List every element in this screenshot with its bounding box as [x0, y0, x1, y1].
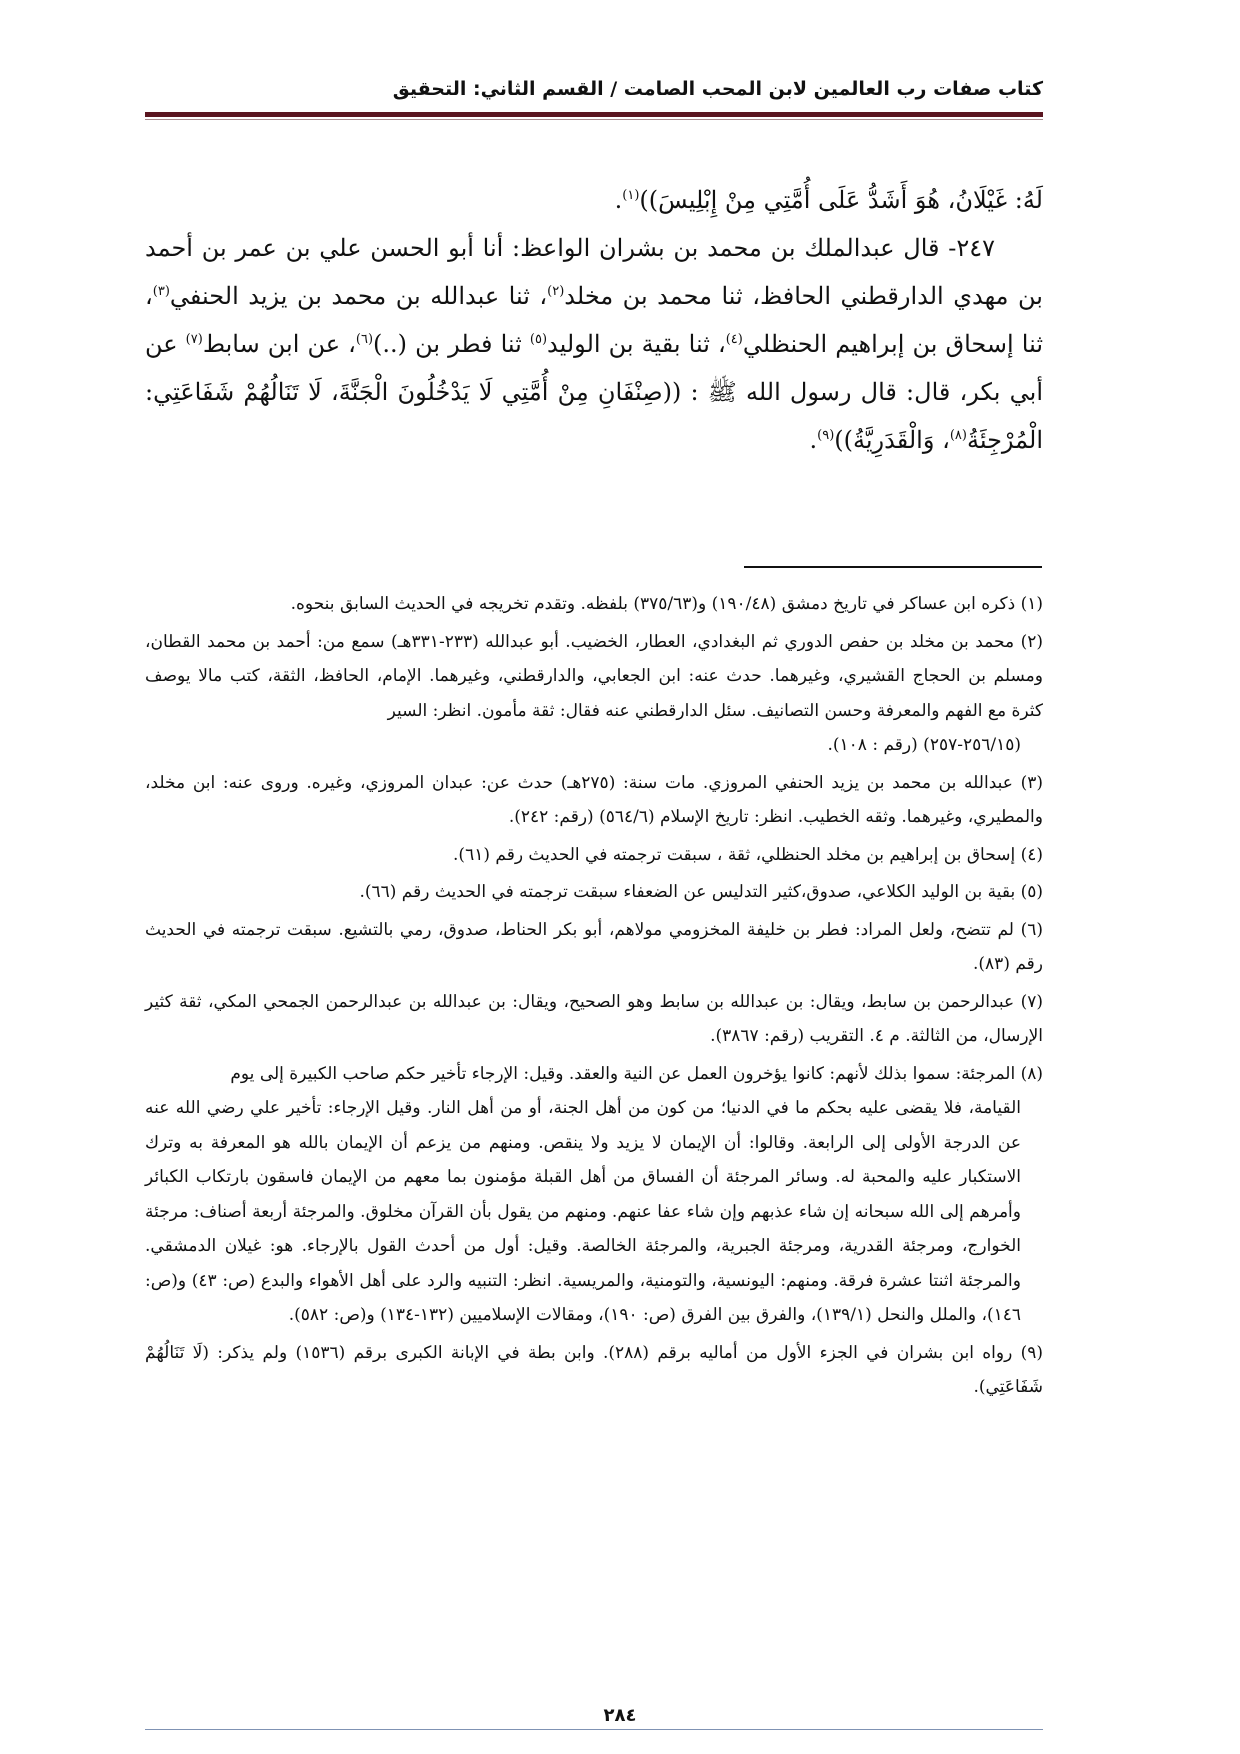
footnotes	[145, 587, 1043, 1408]
footer-rule	[145, 1729, 1043, 1730]
footnote-ref[interactable]: (٥)	[529, 332, 548, 347]
footnote-3: (٣) عبدالله بن محمد بن يزيد الحنفي المروزي. مات سنة: (٢٧٥هـ) حدث عن: عبدان المروزي، وغيره. وروى عنه: ابن مخلد، والمطيري، وغيرهما. وثقه الخطيب. انظر: تاريخ الإسلام (٥٦٤/٦) (رقم: ٢٤٢).	[145, 772, 1044, 827]
footnote-5: (٥) بقية بن الوليد الكلاعي، صدوق،كثير التدليس عن الضعفاء سبقت ترجمته في الحديث رقم (٦٦).	[359, 882, 1043, 902]
footnote-4: (٤) إسحاق بن إبراهيم بن مخلد الحنظلي، ثقة ، سبقت ترجمته في الحديث رقم (٦١).	[453, 844, 1043, 865]
page-number: ٢٨٤	[594, 1705, 647, 1726]
main-text	[145, 176, 1043, 464]
footnote-ref[interactable]: (٤)	[725, 332, 743, 347]
page-number-container	[0, 1705, 1240, 1726]
footnote-1: (١) ذكره ابن عساكر في تاريخ دمشق (١٩٠/٤٨) و(٣٧٥/٦٣) بلفظه. وتقدم تخريجه في الحديث السابق بنحوه.	[290, 594, 1043, 614]
footnote-6: (٦) لم تتضح، ولعل المراد: فطر بن خليفة المخزومي مولاهم، أبو بكر الحناط، صدوق، رمي بالتشيع. سبقت ترجمته في الحديث رقم (٨٣).	[145, 919, 1043, 974]
header-rule-thin	[145, 119, 1043, 120]
header-rule-thick	[145, 112, 1043, 117]
footnote-separator	[744, 566, 1042, 568]
footnote-ref[interactable]: (٦)	[355, 332, 374, 347]
footnote-2: (٢) محمد بن مخلد بن حفص الدوري ثم البغدادي، العطار، الخضيب. أبو عبدالله (٢٣٣-٣٣١هـ) سمع من: أحمد بن محمد القطان، ومسلم بن الحجاج القشيري، وغيرهما. حدث عنه: ابن الجعابي، والدارقطني، وغيرهما. الإمام، الحافظ، الثقة، كتب مالا يوصف كثرة مع الفهم والمعرفة وحسن التصانيف. سئل الدارقطني عنه فقال: ثقة مأمون. انظر: السير (٢٥٦/١٥-٢٥٧) (رقم : ١٠٨).	[145, 631, 1043, 755]
footnote-ref[interactable]: (٧)	[185, 332, 203, 347]
footnote-ref[interactable]: (١)	[622, 188, 640, 203]
footnote-8: (٨) المرجئة: سموا بذلك لأنهم: كانوا يؤخرون العمل عن النية والعقد. وقيل: الإرجاء تأخير حكم صاحب الكبيرة إلى يوم القيامة، فلا يقضى عليه بحكم ما في الدنيا؛ من كون من أهل الجنة، أو من أهل النار. وقيل الإرجاء: تأخير علي رضي الله عنه عن الدرجة الأولى إلى الرابعة. وقالوا: أن الإيمان لا يزيد ولا ينقص. ومنهم من يزعم أن الإيمان بالله هو المعرفة به وترك الاستكبار عليه والمحبة له. وسائر المرجئة أن الفساق من أهل القبلة مؤمنون بما معهم من الإيمان فاسقون بارتكاب الكبائر وأمرهم إلى الله سبحانه إن شاء عذبهم وإن شاء عفا عنهم. ومنهم من يقول بأن القرآن مخلوق. والمرجئة أربعة أصناف: مرجئة الخوارج، ومرجئة القدرية، ومرجئة الجبرية، والمرجئة الخالصة. وقيل: أول من أحدث القول بالإرجاء. هو: غيلان الدمشقي. والمرجئة اثنتا عشرة فرقة. ومنهم: اليونسية، والتومنية، والمريسية. انظر: التنبيه والرد على أهل الأهواء والبدع (ص: ٤٣) و(ص: ١٤٦)، والملل والنحل (١٣٩/١)، والفرق بين الفرق (ص: ١٩٠)، ومقالات الإسلاميين (١٣٢-١٣٤) و(ص: ٥٨٢).	[145, 1063, 1043, 1325]
hadith-paragraph-247: ٢٤٧- قال عبدالملك بن محمد بن بشران الواعظ: أنا أبو الحسن علي بن عمر بن أحمد بن مهدي الدارقطني الحافظ، ثنا محمد بن مخلد$^{(٢)}$، ثنا عبدالله بن محمد بن يزيد الحنفي$^{(٣)}$، ثنا إسحاق بن إبراهيم الحنظلي$^{(٤)}$، ثنا بقية بن الوليد$^{(٥)}$ ثنا فطر بن (..)$^{(٦)}$، عن ابن سابط$^{(٧)}$ عن أبي بكر، قال: قال رسول الله ﷺ : ((صِنْفَانِ مِنْ أُمَّتِي لَا يَدْخُلُونَ الْجَنَّةَ، لَا تَنَالُهُمْ شَفَاعَتِي: الْمُرْجِئَةُ$^{(٨)}$، وَالْقَدَرِيَّةُ))$^{(٩)}$.	[145, 234, 1043, 454]
footnote-ref[interactable]: (٩)	[817, 428, 835, 443]
footnote-9: (٩) رواه ابن بشران في الجزء الأول من أماليه برقم (٢٨٨). وابن بطة في الإبانة الكبرى برقم (١٥٣٦) ولم يذكر: (لَا تَنَالُهُمْ شَفَاعَتِي).	[145, 1342, 1043, 1397]
footnote-ref[interactable]: (٨)	[949, 428, 967, 443]
running-header	[145, 78, 1043, 108]
footnote-7: (٧) عبدالرحمن بن سابط، ويقال: بن عبدالله بن سابط وهو الصحيح، ويقال: بن عبدالله بن عبدالرحمن الجمحي المكي، ثقة كثير الإرسال، من الثالثة. م ٤. التقريب (رقم: ٣٨٦٧).	[145, 991, 1043, 1046]
book-title: كتاب صفات رب العالمين لابن المحب الصامت / القسم الثاني: التحقيق	[392, 78, 1043, 100]
footnote-ref[interactable]: (٣)	[152, 284, 170, 299]
footnote-ref[interactable]: (٢)	[547, 284, 565, 299]
paragraph-continuation: لَهُ: غَيْلَانُ، هُوَ أَشَدُّ عَلَى أُمَّتِي مِنْ إِبْلِيسَ))$^{(١)}$.	[614, 186, 1043, 214]
